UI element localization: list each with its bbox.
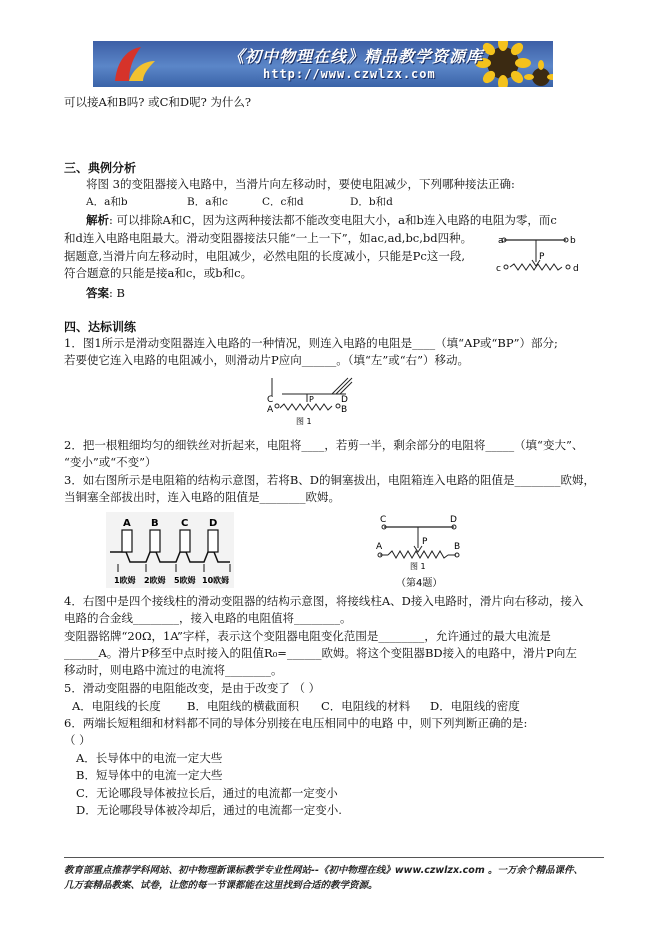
section3-option-b: B．a和c (187, 196, 228, 208)
q6-option-c: C．无论哪段导体被拉长后，通过的电流都一定变小 (76, 786, 338, 800)
fig4-note: （第4题） (396, 578, 443, 589)
fig3-resistor (510, 264, 562, 270)
section3-analysis-line-3: 据题意,当滑片向左移动时，电阻减少，必然电阻的长度减小，只能是Pc这一段, (64, 249, 465, 263)
analysis-label: 解析 (86, 213, 109, 227)
footer-divider (64, 857, 604, 858)
section3-heading: 三、典例分析 (64, 161, 137, 175)
figure4-rheostat (370, 513, 470, 591)
fig1-label-p: P (309, 395, 314, 404)
fig1-label-b: B (341, 405, 348, 415)
fig3-terminal-d (566, 265, 570, 269)
footer-line-1: 教育部重点推荐学科网站、初中物理新课标教学专业性网站--《初中物理在线》www.czwlzx.com 。一万余个精品课件、 (64, 865, 584, 876)
q5-option-d: D．电阻线的密度 (430, 699, 520, 713)
section3-answer: 答案: B (86, 286, 125, 300)
box-fig-label-a: A (123, 518, 131, 529)
q5-option-b: B．电阻线的横截面积 (187, 699, 299, 713)
section3-analysis-line-1: 解析: 可以排除A和C，因为这两种接法都不能改变电阻大小，a和b连入电路的电阻为零，而c (86, 213, 557, 227)
q6-option-d: D．无论哪段导体被冷却后，通过的电流都一定变小. (76, 803, 342, 817)
fig3-label-b: b (570, 236, 576, 246)
figure3-rheostat (496, 230, 586, 278)
q3-line-2: 当铜塞全部拔出时，连入电路的阻值是________欧姆。 (64, 490, 340, 504)
fig1-label-a: A (267, 405, 274, 415)
section3-option-d: D．b和d (350, 196, 393, 208)
fig3-label-a: a (498, 236, 504, 246)
fig4-label-p: P (422, 537, 428, 547)
header-banner (93, 41, 553, 87)
fig3-terminal-c (504, 265, 508, 269)
box-fig-label-b: B (151, 518, 159, 529)
box-fig-value-1: 1欧姆 (114, 576, 136, 585)
fig1-caption: 图 1 (296, 417, 312, 426)
q2-line-2: “变小”或“不变”） (64, 455, 157, 469)
box-fig-value-10: 10欧姆 (202, 576, 230, 585)
q6-line-2: （ ） (64, 733, 91, 747)
fig3-label-d: d (573, 264, 579, 274)
q6-line-1: 6．两端长短粗细和材料都不同的导体分别接在电压相同中的电路 中，则下列判断正确的是: (64, 716, 528, 730)
banner-url[interactable]: http://www.czwlzx.com (263, 67, 436, 81)
fig1-label-c: C (267, 395, 274, 405)
box-fig-label-c: C (181, 518, 189, 529)
box-fig-value-5: 5欧姆 (174, 576, 196, 585)
q6-option-a: A．长导体中的电流一定大些 (76, 751, 223, 765)
fig4-caption: 图 1 (410, 562, 426, 571)
section3-question: 将图 3的变阻器接入电路中，当滑片向左移动时，要使电阻减少，下列哪种接法正确: (86, 177, 515, 191)
fig3-label-c: c (496, 264, 501, 274)
fig4-label-b: B (454, 542, 461, 552)
q5-question: 5．滑动变阻器的电阻能改变，是由于改变了 （ ） (64, 681, 321, 695)
fig3-label-p: P (539, 252, 545, 262)
footer-line-2: 几万套精品教案、试卷，让您的每一节课都能在这里找到合适的教学资源。 (64, 880, 378, 891)
box-fig-value-2: 2欧姆 (144, 576, 166, 585)
q3-line-1: 3．如右图所示是电阻箱的结构示意图，若将B、D的铜塞拔出，电阻箱连入电路的阻值是________欧姆， (64, 473, 595, 487)
intro-question: 可以接A和B吗? 或C和D呢? 为什么? (64, 95, 252, 109)
section3-option-a: A．a和b (86, 196, 128, 208)
q4-line-3: 变阻器铭牌“20Ω，1A”字样，表示这个变阻器电阻变化范围是________，允许通过的最大电流是 (64, 629, 551, 643)
answer-label: 答案 (86, 286, 109, 300)
fig1-label-d: D (341, 395, 348, 405)
banner-title: 《初中物理在线》精品教学资源库 (228, 47, 484, 66)
logo-swoosh-yellow (129, 61, 155, 81)
q5-option-a: A．电阻线的长度 (72, 699, 161, 713)
q4-line-1: 4．右图中是四个接线柱的滑动变阻器的结构示意图，将接线柱A、D接入电路时，滑片向右移动，接入 (64, 594, 584, 608)
resistance-box-figure (106, 512, 234, 588)
figure1-rheostat (262, 372, 354, 428)
q4-line-5: 移动时，则电路中流过的电流将________。 (64, 663, 283, 677)
box-fig-label-d: D (209, 518, 218, 529)
fig1-resistor (280, 404, 332, 410)
section3-analysis-line-2: 和d连入电路电阻最大。滑动变阻器接法只能“一上一下”，如ac,ad,bc,bd四种。 (64, 231, 473, 245)
q6-option-b: B．短导体中的电流一定大些 (76, 768, 223, 782)
q4-line-2: 电路的合金线________，接入电路的电阻值将________。 (64, 611, 352, 625)
fig1-terminal-b (336, 404, 340, 408)
section3-analysis-line-4: 符合题意的只能是接a和c，或b和c。 (64, 266, 253, 280)
fig4-label-d: D (450, 515, 457, 525)
fig1-terminal-a (275, 404, 279, 408)
q1-line-1: 1．图1所示是滑动变阻器连入电路的一种情况，则连入电路的电阻是____（填“AP或“BP”）部分; (64, 336, 558, 350)
q2-line-1: 2．把一根粗细均匀的细铁丝对折起来，电阻将____，若剪一半，剩余部分的电阻将_____（填“变大”、 (64, 438, 584, 452)
q4-line-4: ______A。滑片P移至中点时接入的阻值R₀=______欧姆。将这个变阻器BD接入的电路中，滑片P向左 (64, 646, 577, 660)
section4-heading: 四、达标训练 (64, 320, 137, 334)
fig1-hatch (332, 378, 352, 394)
q5-option-c: C．电阻线的材料 (321, 699, 411, 713)
section3-option-c: C．c和d (262, 196, 304, 208)
q1-line-2: 若要使它连入电路的电阻减小，则滑动片P应向______。（填“左”或“右”）移动。 (64, 353, 470, 367)
fig4-label-c: C (380, 515, 387, 525)
fig4-label-a: A (376, 542, 383, 552)
